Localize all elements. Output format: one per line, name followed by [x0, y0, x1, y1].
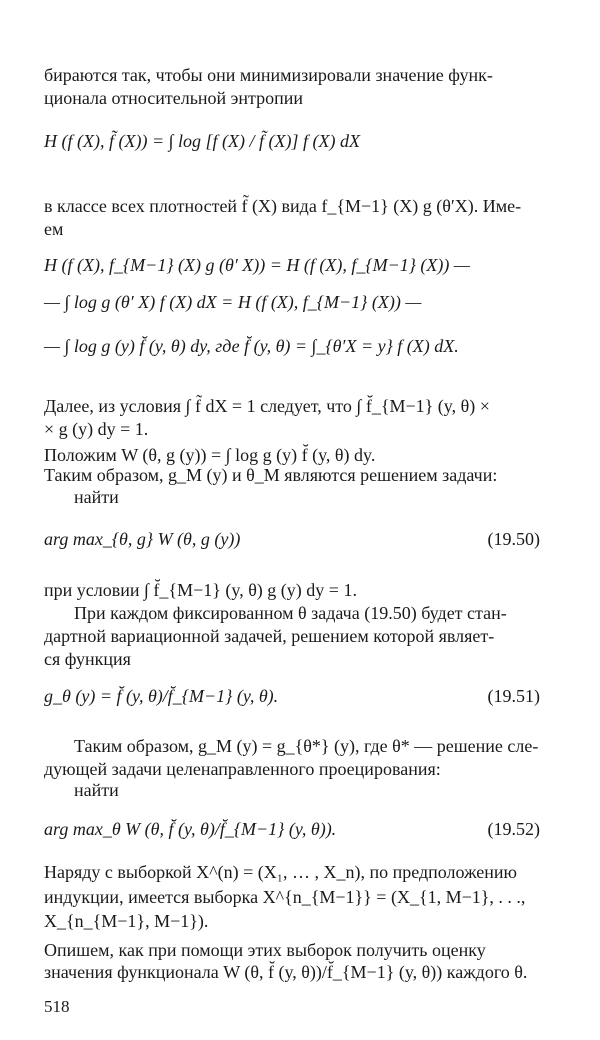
equation-body: g_θ (y) = f̆ (y, θ)/f̆_{M−1} (y, θ).: [44, 686, 279, 706]
text-line: индукции, имеется выборка X^{n_{M−1}} = (X_{1, M−1}, . . .,: [44, 887, 526, 907]
text-line: найти: [74, 487, 119, 507]
equation-entropy-decomposition-2: — ∫ log g (θ′ X) f (X) dX = H (f (X), f_{M−1} (X)) —: [44, 292, 422, 312]
text-line: ционала относительной энтропии: [44, 88, 304, 108]
equation-19-50: [44, 530, 570, 548]
equation-19-52: [44, 820, 570, 838]
equation-19-51: [44, 687, 570, 705]
text-line: Далее, из условия ∫ f̃ dX = 1 следует, что ∫ f̆_{M−1} (y, θ) ×: [44, 396, 490, 416]
text-line: значения функционала W (θ, f̆ (y, θ))/f̆_{M−1} (y, θ)) каждого θ.: [44, 962, 528, 982]
page-number: 518: [44, 997, 70, 1016]
equation-entropy-decomposition-3: — ∫ log g (y) f̆ (y, θ) dy, где f̆ (y, θ) = ∫_{θ′X = y} f (X) dX.: [44, 336, 459, 356]
equation-body: arg max_{θ, g} W (θ, g (y)): [44, 529, 241, 549]
equation-number: (19.52): [487, 819, 540, 839]
text-line: Опишем, как при помощи этих выборок получить оценку: [44, 940, 486, 960]
text-line: дующей задачи целенаправленного проецирования:: [44, 759, 441, 779]
equation-entropy-decomposition-1: H (f (X), f_{M−1} (X) g (θ′ X)) = H (f (X), f_{M−1} (X)) —: [44, 255, 470, 275]
text-line: ем: [44, 219, 64, 239]
text-line: в классе всех плотностей f̃ (X) вида f_{M−1} (X) g (θ′X). Име-: [44, 196, 522, 216]
text-line: Наряду с выборкой X^(n) = (X₁, … , X_n), по предположению: [44, 862, 517, 882]
equation-number: (19.50): [487, 529, 540, 549]
text-line: Таким образом, g_M (y) и θ_M являются решением задачи:: [44, 465, 498, 485]
text-line: найти: [74, 780, 119, 800]
equation-number: (19.51): [487, 686, 540, 706]
equation-relative-entropy: H (f (X), f̃ (X)) = ∫ log [f (X) / f̃ (X)] f (X) dX: [44, 131, 360, 151]
text-line: Положим W (θ, g (y)) = ∫ log g (y) f̆ (y, θ) dy.: [44, 445, 376, 465]
text-line: При каждом фиксированном θ задача (19.50) будет стан-: [74, 603, 507, 623]
equation-body: arg max_θ W (θ, f̆ (y, θ)/f̆_{M−1} (y, θ)).: [44, 819, 337, 839]
text-line: дартной вариационной задачей, решением которой являет-: [44, 626, 495, 646]
text-line: × g (y) dy = 1.: [44, 419, 149, 439]
text-line: Таким образом, g_M (y) = g_{θ*} (y), где θ* — решение сле-: [74, 736, 539, 756]
text-line: при условии ∫ f̆_{M−1} (y, θ) g (y) dy = 1.: [44, 580, 357, 600]
text-line: ся функция: [44, 649, 131, 669]
text-line: X_{n_{M−1}, M−1}).: [44, 911, 209, 931]
text-line: бираются так, чтобы они минимизировали значение функ-: [44, 65, 493, 85]
